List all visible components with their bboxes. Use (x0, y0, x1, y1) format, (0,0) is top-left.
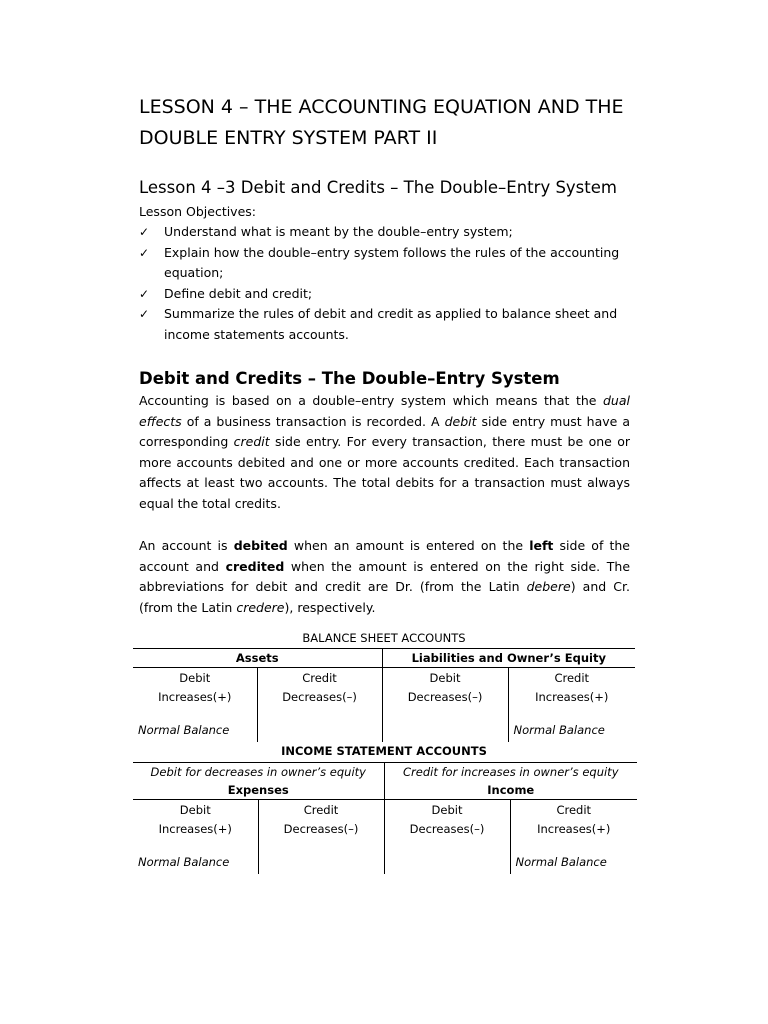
objective-item: ✓ Define debit and credit; (139, 284, 639, 305)
income-statement-caption: INCOME STATEMENT ACCOUNTS (281, 744, 487, 758)
credit-note: Credit for increases in owner’s equity (384, 763, 637, 782)
table-cell: Credit Decreases(–) (258, 800, 384, 875)
debit-note: Debit for decreases in owner’s equity (133, 763, 384, 782)
lesson-title (139, 92, 639, 154)
assets-header: Assets (133, 649, 382, 668)
lesson-title-line1: LESSON 4 – THE ACCOUNTING EQUATION AND THE (139, 96, 624, 118)
table-cell: Debit Increases(+) Normal Balance (133, 800, 258, 875)
balance-sheet-caption: BALANCE SHEET ACCOUNTS (302, 631, 466, 645)
lesson-subheading: Lesson 4 –3 Debit and Credits – The Double–Entry System (139, 178, 617, 197)
income-header: Income (384, 781, 637, 800)
table-cell: Debit Increases(+) Normal Balance (133, 668, 257, 743)
objectives-label: Lesson Objectives: (139, 204, 256, 219)
objective-item: ✓ Explain how the double–entry system follows the rules of the accounting equation; (139, 244, 620, 280)
table-cell: Credit Increases(+) Normal Balance (513, 671, 609, 737)
table-cell: Credit Decreases(–) (257, 668, 382, 743)
expenses-header: Expenses (133, 781, 384, 800)
check-icon: ✓ (139, 286, 150, 301)
section-heading: Debit and Credits – The Double–Entry System (139, 369, 560, 388)
table-cell: Credit Increases(+) Normal Balance (515, 803, 611, 869)
liabilities-equity-header: Liabilities and Owner’s Equity (382, 649, 635, 668)
objective-item: ✓ Summarize the rules of debit and credit as applied to balance sheet and income statements accounts. (139, 306, 618, 342)
debit-credit-paragraph: An account is debited when an amount is entered on the left side of the account and credited when the amount is entered on the right side. The abbreviations for debit and credit are Dr. (from the Latin debere) and Cr. (from the Latin credere), respectively. (139, 538, 631, 615)
check-icon: ✓ (139, 225, 150, 239)
table-cell: Debit Decreases(–) (382, 668, 508, 743)
check-icon: ✓ (139, 245, 150, 260)
balance-sheet-table (133, 648, 635, 742)
table-cell: Debit Decreases(–) (384, 800, 510, 875)
lesson-title-line2: DOUBLE ENTRY SYSTEM PART II (139, 127, 438, 149)
income-statement-table (133, 762, 637, 874)
check-icon: ✓ (139, 307, 150, 321)
objectives-list (139, 222, 639, 345)
double-entry-paragraph: Accounting is based on a double–entry system which means that the dual effects of a business transaction is recorded. A debit side entry must have a corresponding credit side entry. For every transaction, there must be one or more accounts debited and one or more accounts credited. Each transaction affects at least two accounts. The total debits for a transaction must always equal the total credits. (139, 393, 630, 511)
objective-item: ✓ Understand what is meant by the double–entry system; (139, 222, 639, 243)
